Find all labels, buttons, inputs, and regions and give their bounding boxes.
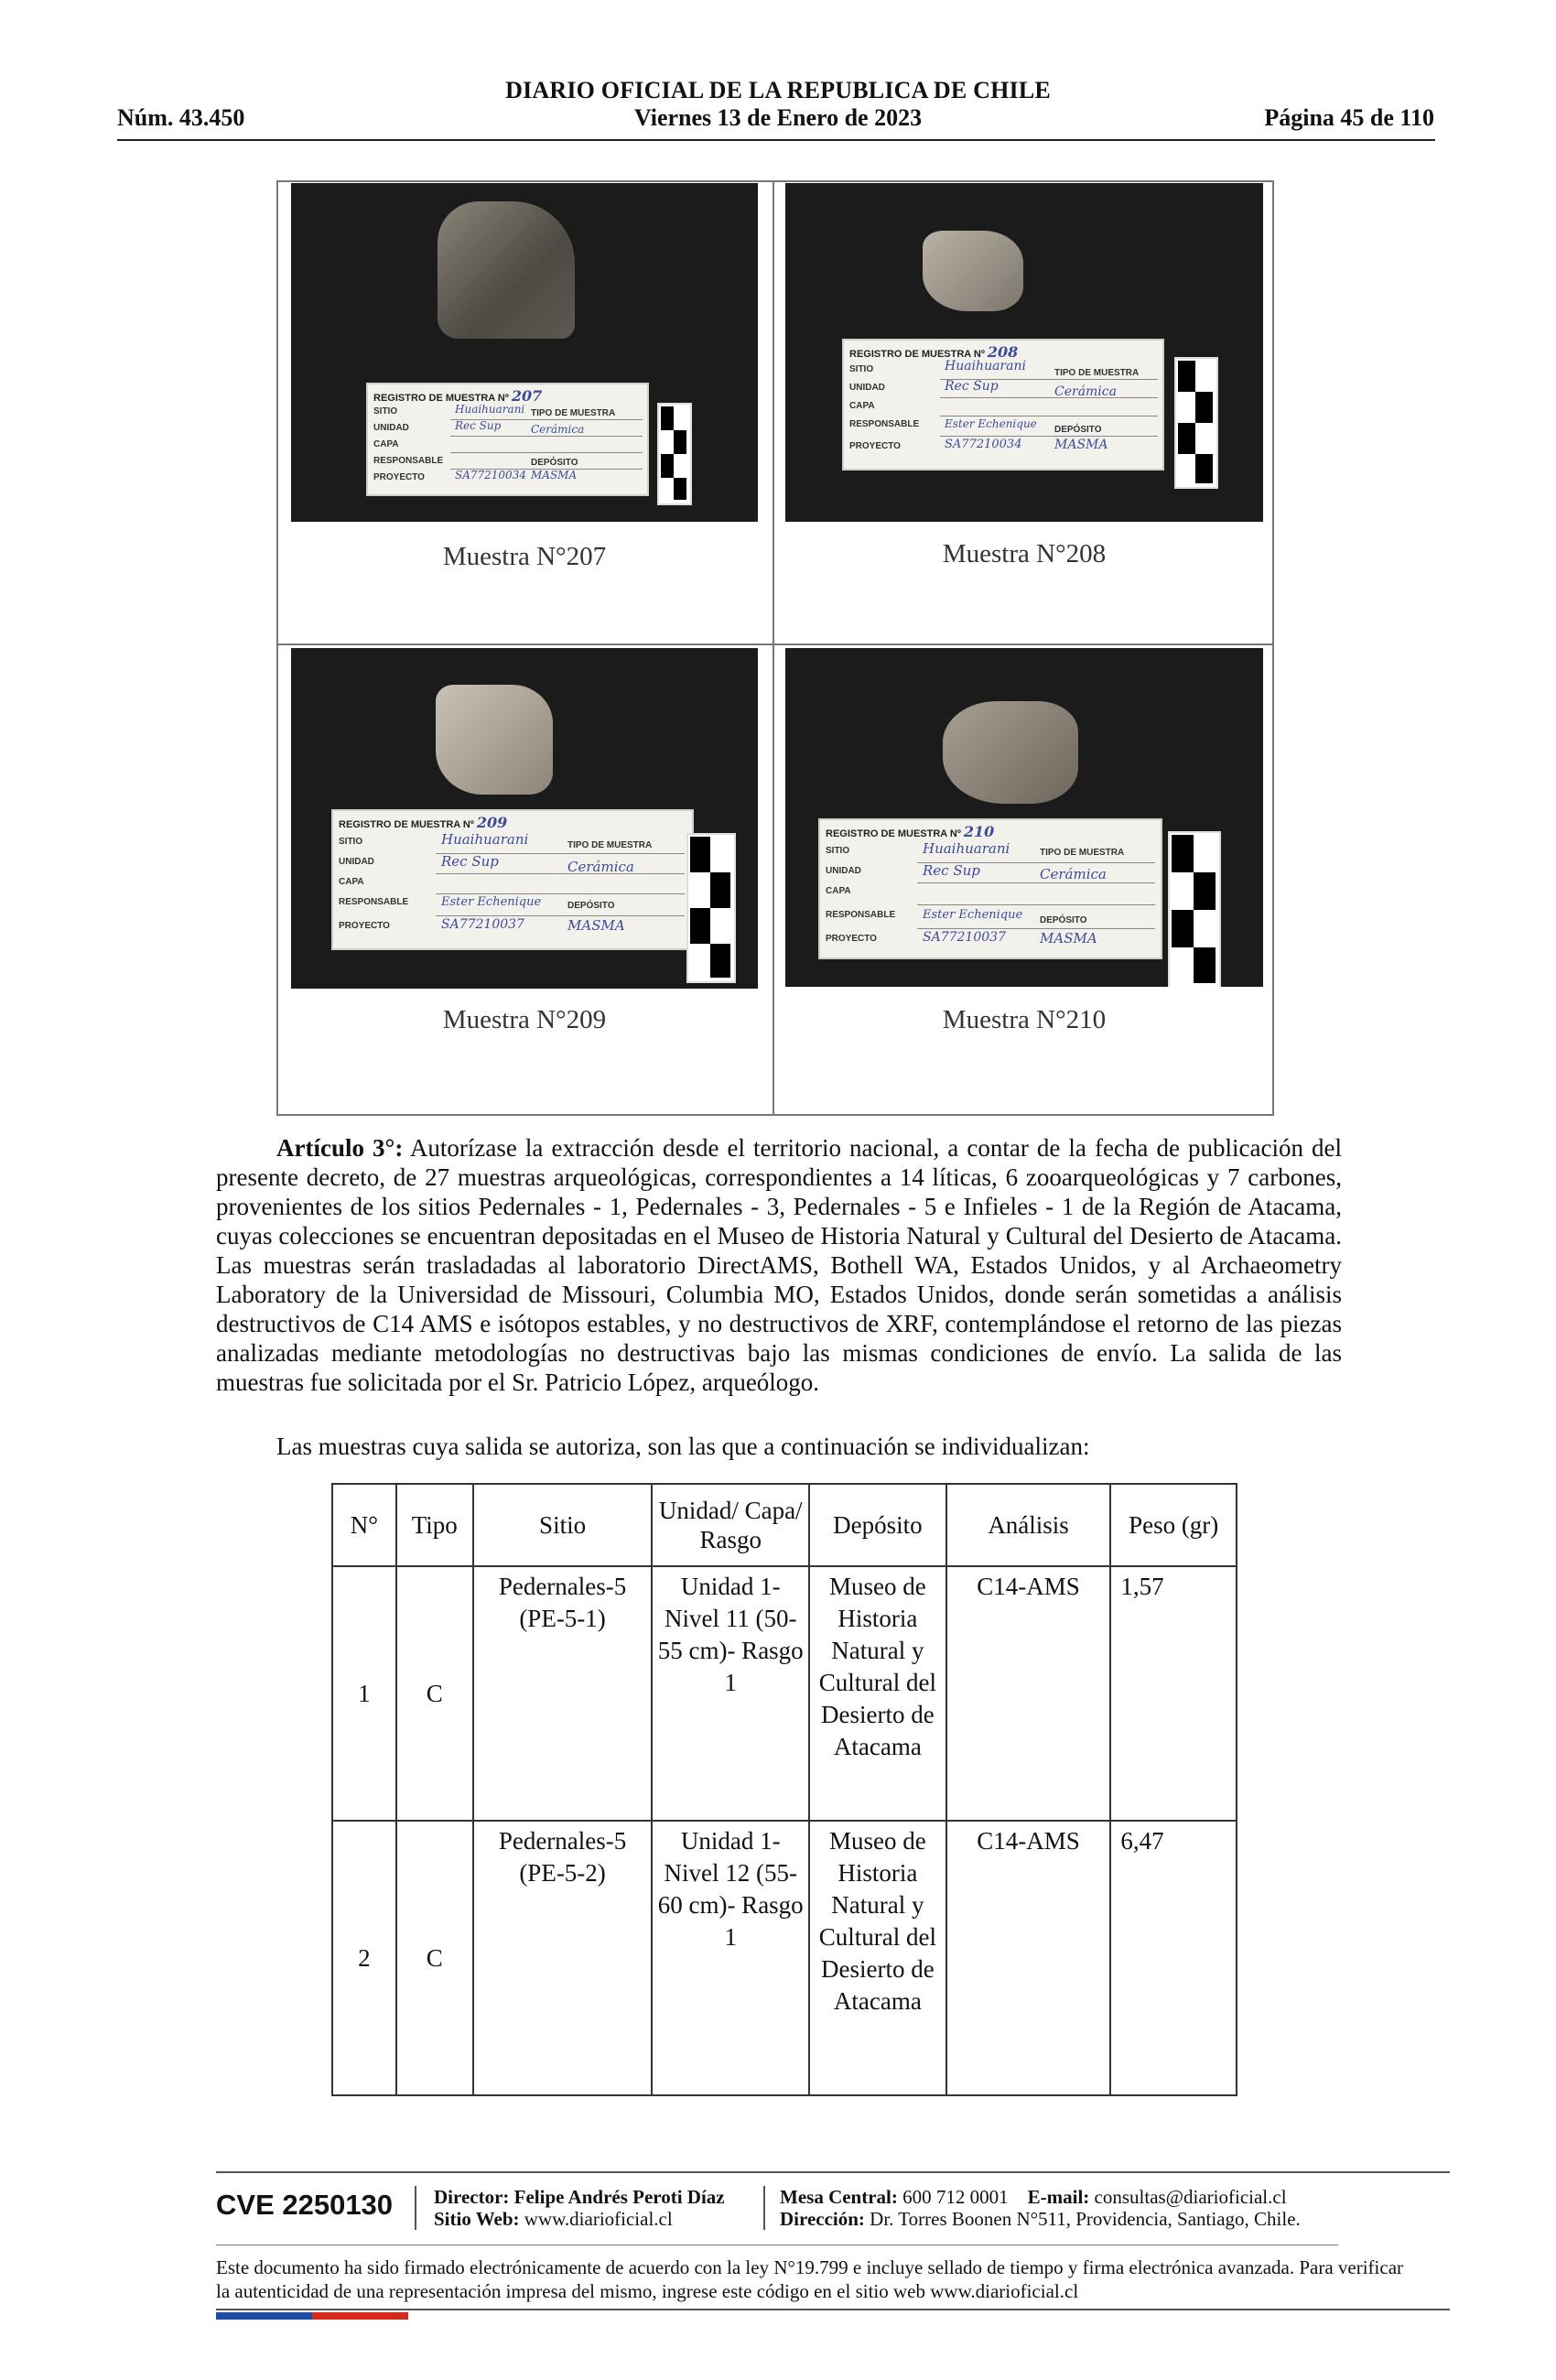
publication-title: DIARIO OFICIAL DE LA REPUBLICA DE CHILE [505, 77, 1051, 103]
samples-table [331, 1483, 1237, 2096]
scale-bar [686, 833, 736, 983]
column-header: Unidad/ Capa/ Rasgo [652, 1484, 809, 1566]
table-row [332, 1821, 1237, 2095]
sample-fragment [943, 701, 1078, 804]
table-header-row [332, 1484, 1237, 1566]
footer-separator [415, 2186, 416, 2230]
issue-number: Núm. 43.450 [117, 104, 245, 131]
photo-caption: Muestra N°207 [442, 542, 607, 571]
table-cell: 6,47 [1110, 1821, 1237, 2095]
sample-photo-210 [785, 648, 1263, 987]
sample-fragment [436, 685, 553, 795]
table-cell: C [396, 1821, 473, 2095]
footer-separator [763, 2186, 765, 2230]
article-label: Artículo 3°: [276, 1134, 404, 1162]
cve-code: CVE 2250130 [216, 2189, 394, 2221]
table-cell: 1,57 [1110, 1566, 1237, 1821]
article-paragraph [216, 1133, 1342, 1397]
column-header: N° [332, 1484, 396, 1566]
scale-bar [1174, 357, 1218, 489]
table-cell: Museo de Historia Natural y Cultural del Desierto de Atacama [809, 1821, 946, 2095]
table-cell: Unidad 1- Nivel 11 (50- 55 cm)- Rasgo 1 [652, 1566, 809, 1821]
director-line: Director: Felipe Andrés Peroti Díaz [434, 2186, 725, 2208]
website-link[interactable]: www.diarioficial.cl [524, 2208, 673, 2230]
contact-line: Mesa Central: 600 712 0001 E-mail: consultas@diarioficial.cl [780, 2186, 1287, 2208]
header-divider [117, 139, 1435, 141]
footer-divider [216, 2171, 1450, 2173]
issue-date: Viernes 13 de Enero de 2023 [633, 104, 923, 131]
column-header: Análisis [946, 1484, 1111, 1566]
grid-divider-vertical [773, 180, 774, 1114]
column-header: Sitio [473, 1484, 653, 1566]
table-cell: C14-AMS [946, 1566, 1111, 1821]
table-row [332, 1566, 1237, 1821]
column-header: Peso (gr) [1110, 1484, 1237, 1566]
article-intro: Las muestras cuya salida se autoriza, son las que a continuación se individualizan: [276, 1433, 1090, 1460]
table-cell: Pedernales-5 (PE-5-2) [473, 1821, 653, 2095]
table-cell: Museo de Historia Natural y Cultural del Desierto de Atacama [809, 1566, 946, 1821]
table-cell: Unidad 1- Nivel 12 (55- 60 cm)- Rasgo 1 [652, 1821, 809, 2095]
sample-fragment [923, 231, 1023, 311]
scale-bar [1168, 831, 1221, 987]
sample-photo-208 [785, 183, 1263, 522]
page-number: Página 45 de 110 [1264, 104, 1434, 131]
sample-fragment [438, 201, 575, 339]
flag-stripe-blue [216, 2312, 312, 2320]
article-text: Autorízase la extracción desde el territorio nacional, a contar de la fecha de publicación del presente decreto, de 27 muestras arqueológicas, correspondientes a 14 líticas, 6 zooarqueológicas y 7 carbones, provenientes de los sitios Pedernales - 1, Pedernales - 3, Pedernales - 5 e Infieles - 1 de la Región de Atacama, cuyas colecciones se encuentran depositadas en el Museo de Historia Natural y Cultural del Desierto de Atacama. Las muestras serán trasladadas al laboratorio DirectAMS, Bothell WA, Estados Unidos, y al Archaeometry Laboratory de la Universidad de Missouri, Columbia MO, Estados Unidos, donde serán sometidas a análisis destructivos de C14 AMS e isótopos estables, y no destructivos de XRF, contemplándose el retorno de las piezas analizadas mediante metodologías no destructivas bajo las mismas condiciones de envío. La salida de las muestras fue solicitada por el Sr. Patricio López, arqueólogo. [216, 1134, 1343, 1396]
legal-notice: Este documento ha sido firmado electrónicamente de acuerdo con la ley N°19.799 e incluye sellado de tiempo y firma electrónica avanzada. Para verificar la autenticidad de una representación impresa del mismo, ingrese este código en el sitio web www.diarioficial.cl [216, 2256, 1404, 2302]
flag-stripe-red [312, 2312, 408, 2320]
column-header: Tipo [396, 1484, 473, 1566]
sample-label-card: REGISTRO DE MUESTRA Nº 208 SITIO UNIDAD CAPA RESPONSABLE PROYECTO TIPO DE MUESTRA DEPÓSITO Huaihuarani Rec Sup Cerámica Ester Echenique SA77210034 MASMA [842, 339, 1164, 471]
website-line: Sitio Web: www.diarioficial.cl [434, 2208, 673, 2230]
email-link[interactable]: consultas@diarioficial.cl [1094, 2186, 1287, 2208]
address-line: Dirección: Dr. Torres Boonen N°511, Providencia, Santiago, Chile. [780, 2208, 1301, 2230]
photo-caption: Muestra N°208 [942, 539, 1107, 568]
table-cell: C [396, 1566, 473, 1821]
table-cell: C14-AMS [946, 1821, 1111, 2095]
photo-caption: Muestra N°210 [942, 1005, 1107, 1034]
sample-label-card: REGISTRO DE MUESTRA Nº 210 SITIO UNIDAD CAPA RESPONSABLE PROYECTO TIPO DE MUESTRA DEPÓSITO Huaihuarani Rec Sup Cerámica Ester Echenique SA77210037 MASMA [818, 818, 1162, 959]
sample-label-card: REGISTRO DE MUESTRA Nº 209 SITIO UNIDAD CAPA RESPONSABLE PROYECTO TIPO DE MUESTRA DEPÓSITO Huaihuarani Rec Sup Cerámica Ester Echenique SA77210037 MASMA [331, 809, 694, 950]
table-cell: 2 [332, 1821, 396, 2095]
sample-photo-209 [291, 648, 758, 989]
table-cell: 1 [332, 1566, 396, 1821]
table-cell: Pedernales-5 (PE-5-1) [473, 1566, 653, 1821]
column-header: Depósito [809, 1484, 946, 1566]
photo-caption: Muestra N°209 [442, 1005, 607, 1034]
grid-divider-horizontal [276, 644, 1272, 645]
scale-bar [657, 403, 692, 505]
sample-label-card: REGISTRO DE MUESTRA Nº 207 SITIO UNIDAD CAPA RESPONSABLE PROYECTO TIPO DE MUESTRA DEPÓSITO Huaihuarani Rec Sup Cerámica SA77210034 MASMA [366, 383, 649, 496]
footer-divider-bottom [216, 2309, 1450, 2310]
sample-photo-207 [291, 183, 758, 522]
